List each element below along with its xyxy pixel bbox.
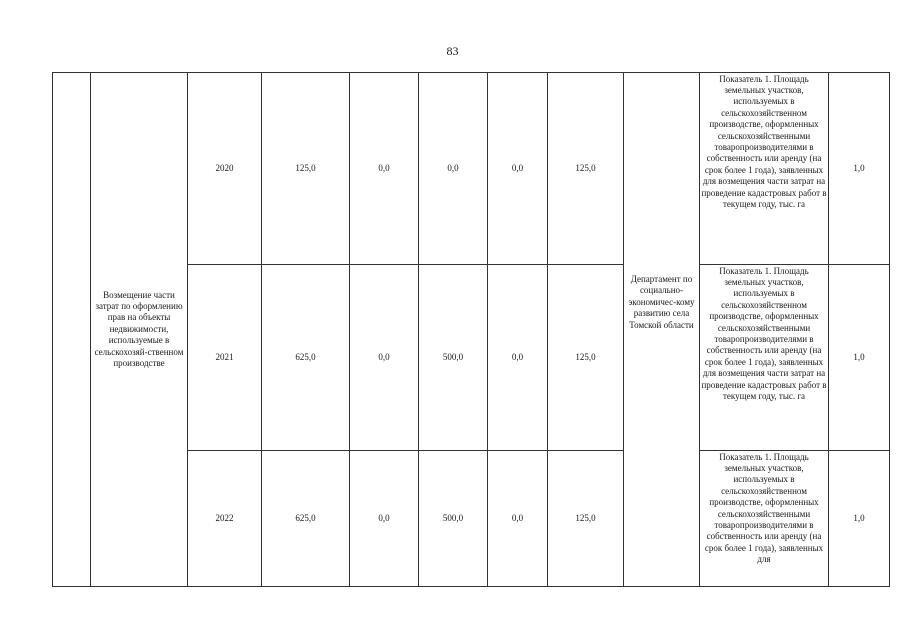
indicator-cell [700, 73, 829, 265]
year-cell: 2020 [188, 73, 262, 265]
value-cell: 0,0 [488, 265, 548, 451]
indicator-text: Показатель 1. Площадь земельных участков, используемых в сельскохозяйственном производстве, оформленных сельскохозяйственными товаропроизводителями в собственность или аренду (на срок более 1 года), заявленных для [704, 451, 824, 565]
value-cell: 0,0 [350, 265, 419, 451]
year-cell: 2021 [188, 265, 262, 451]
program-measures-table [52, 72, 890, 587]
measure-name: Возмещение части затрат по оформлению прав на объекты недвижимости, используемые в сельскохозяй-ственном производстве [94, 289, 184, 369]
table-row [53, 73, 890, 265]
department-cell [624, 73, 700, 587]
year-cell: 2022 [188, 451, 262, 587]
indicator-cell [700, 451, 829, 587]
value-cell: 500,0 [419, 265, 488, 451]
value-cell: 500,0 [419, 451, 488, 587]
value-cell: 125,0 [548, 451, 624, 587]
total-cell: 125,0 [262, 73, 350, 265]
value-cell: 0,0 [350, 451, 419, 587]
total-cell: 625,0 [262, 265, 350, 451]
value-cell: 0,0 [488, 451, 548, 587]
indicator-value-cell: 1,0 [829, 73, 890, 265]
page-number: 83 [446, 44, 459, 58]
indicator-text: Показатель 1. Площадь земельных участков, используемых в сельскохозяйственном производстве, оформленных сельскохозяйственными товаропроизводителями в собственность или аренду (на срок более 1 года), заявленных для возмещения части затрат на проведение кадастровых работ в текущем году, тыс. га [701, 265, 827, 401]
measure-name-cell [91, 73, 188, 587]
value-cell: 0,0 [488, 73, 548, 265]
row-number-cell [53, 73, 91, 587]
value-cell: 0,0 [350, 73, 419, 265]
indicator-cell [700, 265, 829, 451]
value-cell: 125,0 [548, 265, 624, 451]
indicator-value-cell: 1,0 [829, 265, 890, 451]
value-cell: 125,0 [548, 73, 624, 265]
indicator-value-cell: 1,0 [829, 451, 890, 587]
total-cell: 625,0 [262, 451, 350, 587]
value-cell: 0,0 [419, 73, 488, 265]
indicator-text: Показатель 1. Площадь земельных участков, используемых в сельскохозяйственном производстве, оформленных сельскохозяйственными товаропроизводителями в собственность или аренду (на срок более 1 года), заявленных для возмещения части затрат на проведение кадастровых работ в текущем году, тыс. га [701, 73, 827, 209]
department-name: Департамент по социально-экономичес-кому развитию села Томской области [628, 273, 695, 330]
